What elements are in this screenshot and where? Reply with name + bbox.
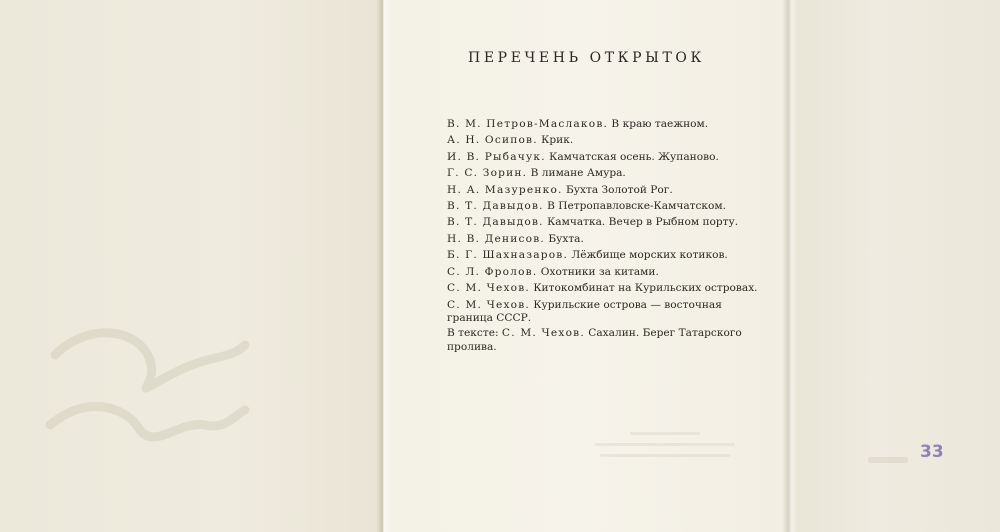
entry-work: В краю таежном.: [611, 118, 709, 130]
list-item: [447, 116, 767, 132]
list-item: [447, 214, 767, 230]
right-panel: [790, 0, 1000, 532]
text-illustration-note: [447, 326, 767, 354]
note-work: Сахалин. Берег Татарского пролива.: [447, 327, 742, 353]
entry-author: Н. В. Денисов.: [447, 232, 545, 245]
note-prefix: В тексте:: [447, 327, 499, 339]
list-item: [447, 247, 767, 263]
right-fold-crease: [782, 0, 798, 532]
entry-work: В Петропавловске-Камчатском.: [547, 200, 727, 213]
entry-author: В. М. Петров-Маслаков.: [447, 118, 609, 130]
list-item: [447, 198, 767, 214]
entry-author: С. Л. Фролов.: [447, 265, 538, 278]
list-item: [447, 231, 767, 247]
entry-work: Охотники за китами.: [540, 265, 659, 278]
faded-stamp-mark: [868, 457, 908, 463]
entry-work: Курильские острова — восточная граница СССР.: [447, 299, 722, 325]
entry-author: В. Т. Давыдов.: [447, 216, 544, 229]
entry-work: Камчатская осень. Жупаново.: [549, 150, 719, 163]
left-fold-crease: [376, 0, 390, 532]
entry-author: И. В. Рыбачук.: [447, 150, 546, 163]
entry-author: С. М. Чехов.: [447, 282, 530, 295]
list-item: [447, 165, 767, 181]
entry-work: В лимане Амура.: [530, 167, 626, 180]
faded-cover-lettering: [30, 300, 260, 470]
faded-imprint-block: [590, 432, 740, 465]
entry-work: Бухта Золотой Рог.: [565, 183, 673, 196]
note-author: С. М. Чехов.: [501, 327, 585, 339]
entry-author: А. Н. Осипов.: [447, 134, 538, 147]
page-title: ПЕРЕЧЕНЬ ОТКРЫТОК: [468, 50, 705, 66]
left-panel: [0, 0, 383, 532]
entry-author: Г. С. Зорин.: [447, 167, 528, 180]
list-item: [447, 132, 767, 148]
postcard-list: [447, 116, 767, 325]
entry-author: Н. А. Мазуренко.: [447, 183, 563, 196]
entry-author: С. М. Чехов.: [447, 299, 530, 312]
entry-work: Лёжбище морских котиков.: [571, 249, 728, 262]
list-item: [447, 149, 767, 165]
entry-author: Б. Г. Шахназаров.: [447, 249, 569, 262]
entry-work: Крик.: [541, 134, 574, 147]
list-item: [447, 182, 767, 198]
page-number-stamp: 33: [920, 442, 944, 462]
entry-work: Камчатка. Вечер в Рыбном порту.: [547, 216, 739, 229]
entry-work: Бухта.: [548, 232, 584, 245]
entry-work: Китокомбинат на Курильских островах.: [533, 282, 758, 295]
list-item: [447, 280, 767, 296]
entry-author: В. Т. Давыдов.: [447, 200, 544, 213]
list-item: [447, 264, 767, 280]
list-item: [447, 299, 767, 325]
